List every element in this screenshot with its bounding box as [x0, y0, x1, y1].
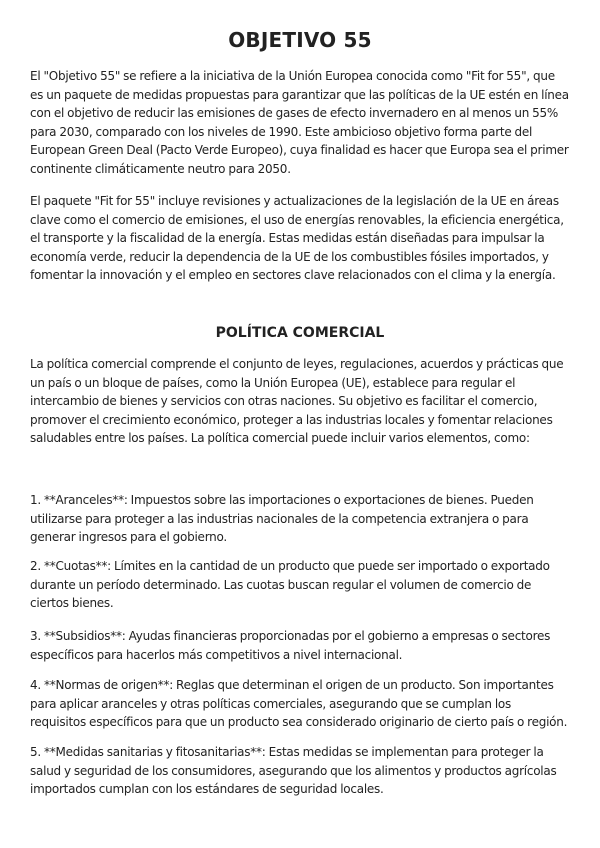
list-item-cuotas: 2. **Cuotas**: Límites en la cantidad de un producto que puede ser importado o exportado durante un período determinado. Las cuotas buscan regular el volumen de comercio de ciertos bienes.: [30, 559, 550, 610]
list-item-aranceles: 1. **Aranceles**: Impuestos sobre las importaciones o exportaciones de bienes. Pueden utilizarse para proteger a las industrias nacionales de la competencia extranjera o para generar ingresos para el gobierno.: [30, 493, 534, 544]
page-title: OBJETIVO 55: [228, 28, 372, 52]
list-item-subsidios: 3. **Subsidios**: Ayudas financieras proporcionadas por el gobierno a empresas o sectores específicos para hacerlos más competitivos a nivel internacional.: [30, 629, 551, 662]
intro-paragraph-1: El "Objetivo 55" se refiere a la iniciativa de la Unión Europea conocida como "Fit for 55", que es un paquete de medidas propuestas para garantizar que las políticas de la UE estén en línea con el objetivo de reducir las emisiones de gases de efecto invernadero en al menos un 55% para 2030, comparado con los niveles de 1990. Este ambicioso objetivo forma parte del European Green Deal (Pacto Verde Europeo), cuya finalidad es hacer que Europa sea el primer continente climáticamente neutro para 2050.: [30, 69, 569, 176]
list-item-medidas-sanitarias: 5. **Medidas sanitarias y fitosanitarias**: Estas medidas se implementan para proteger la salud y seguridad de los consumidores, asegurando que los alimentos y productos agrícolas importados cumplan con los estándares de seguridad locales.: [30, 745, 557, 796]
intro-paragraph-2: El paquete "Fit for 55" incluye revisiones y actualizaciones de la legislación de la UE en áreas clave como el comercio de emisiones, el uso de energías renovables, la eficiencia energética, el transporte y la fiscalidad de la energía. Estas medidas están diseñadas para impulsar la economía verde, reducir la dependencia de la UE de los combustibles fósiles importados, y fomentar la innovación y el empleo en sectores clave relacionados con el clima y la energía.: [30, 194, 564, 282]
section-intro-paragraph: La política comercial comprende el conjunto de leyes, regulaciones, acuerdos y prácticas que un país o un bloque de países, como la Unión Europea (UE), establece para regular el intercambio de bienes y servicios con otras naciones. Su objetivo es facilitar el comercio, promover el crecimiento económico, proteger a las industrias locales y fomentar relaciones saludables entre los países. La política comercial puede incluir varios elementos, como:: [30, 357, 564, 445]
list-item-normas-de-origen: 4. **Normas de origen**: Reglas que determinan el origen de un producto. Son importantes para aplicar aranceles y otras políticas comerciales, asegurando que se cumplan los requisitos específicos para que un producto sea considerado originario de cierto país o región.: [30, 678, 568, 729]
section-title: POLÍTICA COMERCIAL: [215, 325, 385, 341]
